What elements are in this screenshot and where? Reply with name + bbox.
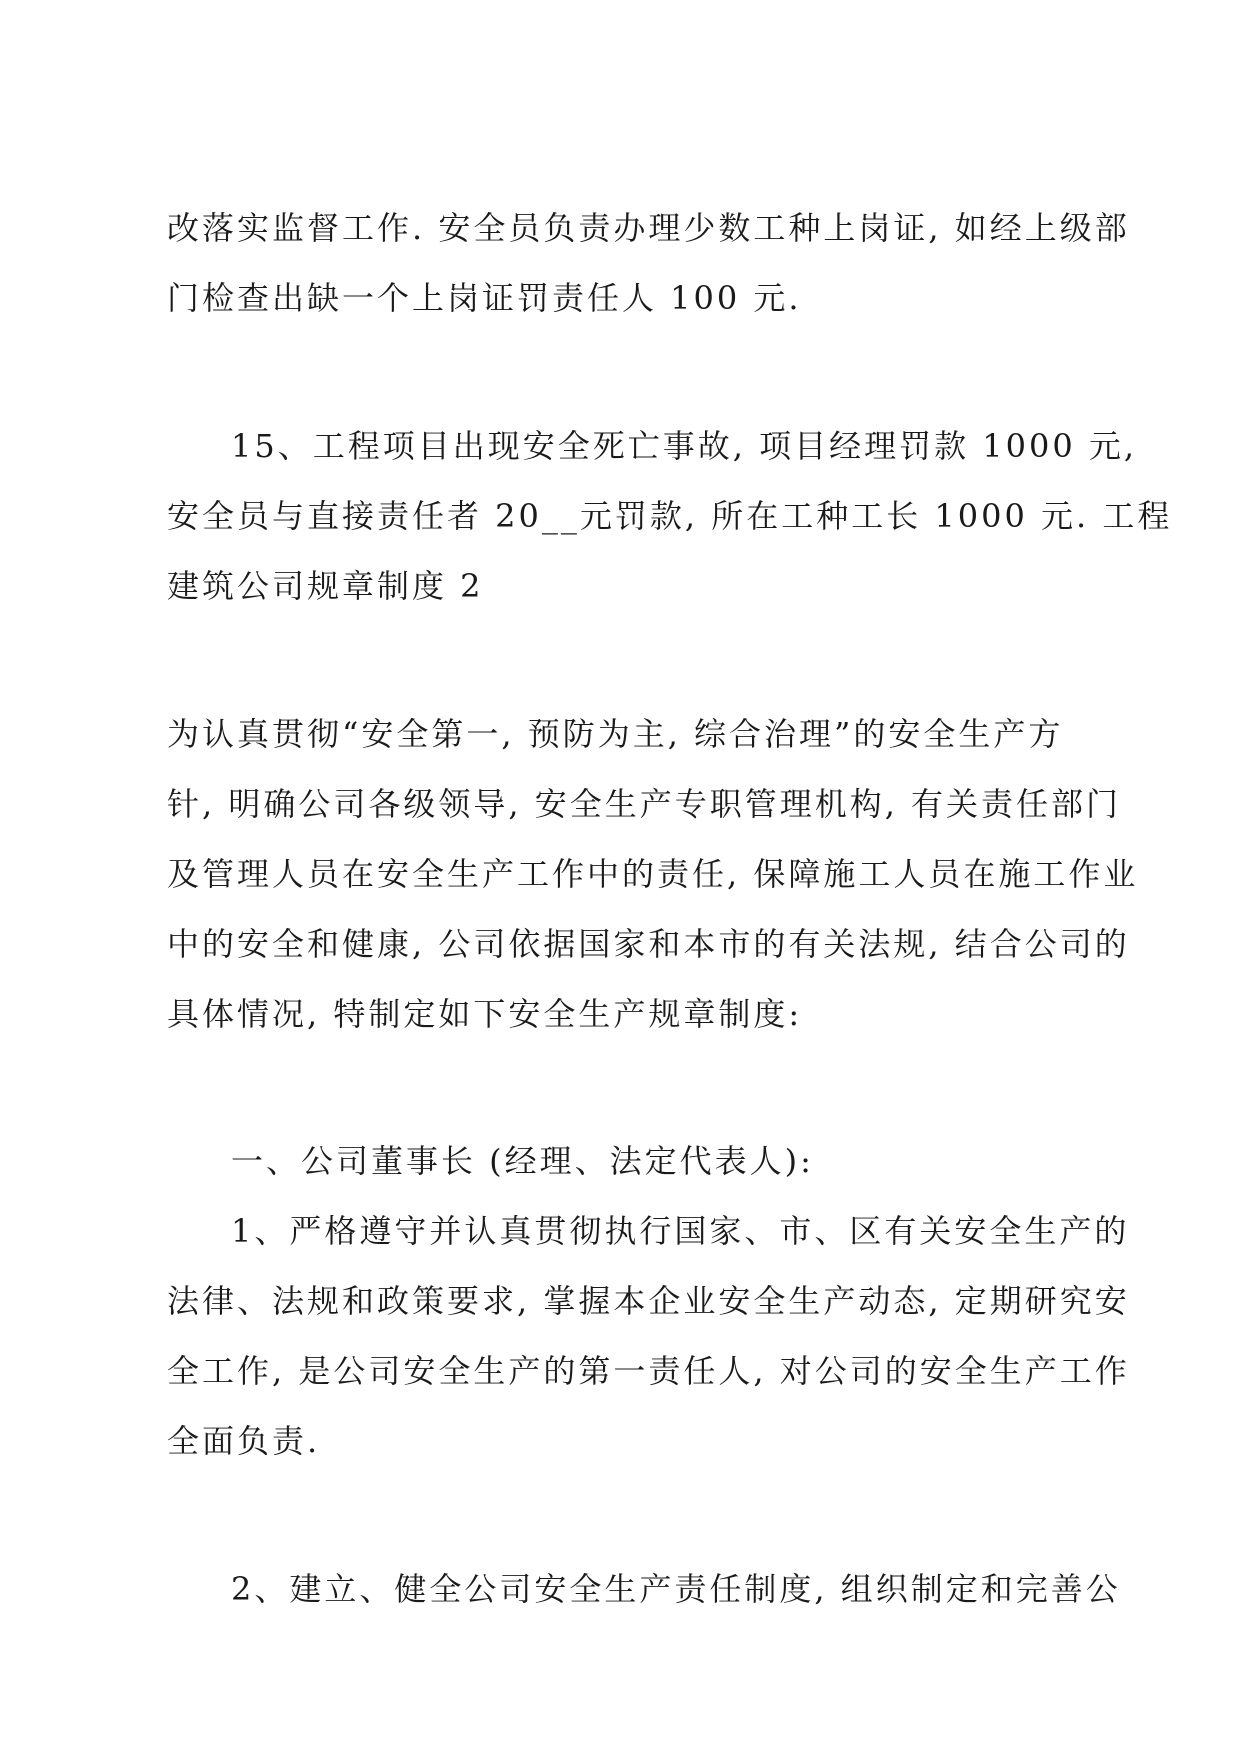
- paragraph-line: 全工作, 是公司安全生产的第一责任人, 对公司的安全生产工作: [167, 1352, 1130, 1390]
- paragraph-line: 2、建立、健全公司安全生产责任制度, 组织制定和完善公: [231, 1570, 1121, 1608]
- paragraph-line: 法律、法规和政策要求, 掌握本企业安全生产动态, 定期研究安: [167, 1282, 1130, 1320]
- section-heading: 一、公司董事长 (经理、法定代表人):: [231, 1142, 814, 1180]
- paragraph-line: 针, 明确公司各级领导, 安全生产专职管理机构, 有关责任部门: [167, 785, 1122, 823]
- paragraph-line: 及管理人员在安全生产工作中的责任, 保障施工人员在施工作业: [167, 855, 1139, 893]
- paragraph-line: 全面负责.: [167, 1422, 321, 1460]
- paragraph-line: 中的安全和健康, 公司依据国家和本市的有关法规, 结合公司的: [167, 925, 1130, 963]
- paragraph-line: 门检查出缺一个上岗证罚责任人 100 元.: [167, 279, 802, 317]
- paragraph-line: 为认真贯彻“安全第一, 预防为主, 综合治理”的安全生产方: [167, 715, 1064, 753]
- paragraph-line: 建筑公司规章制度 2: [167, 567, 484, 605]
- paragraph-line: 安全员与直接责任者 20__元罚款, 所在工种工长 1000 元. 工程: [167, 497, 1173, 535]
- paragraph-line: 15、工程项目出现安全死亡事故, 项目经理罚款 1000 元,: [231, 427, 1138, 465]
- paragraph-line: 1、严格遵守并认真贯彻执行国家、市、区有关安全生产的: [231, 1212, 1130, 1250]
- paragraph-line: 改落实监督工作. 安全员负责办理少数工种上岗证, 如经上级部: [167, 209, 1130, 247]
- paragraph-line: 具体情况, 特制定如下安全生产规章制度:: [167, 995, 803, 1033]
